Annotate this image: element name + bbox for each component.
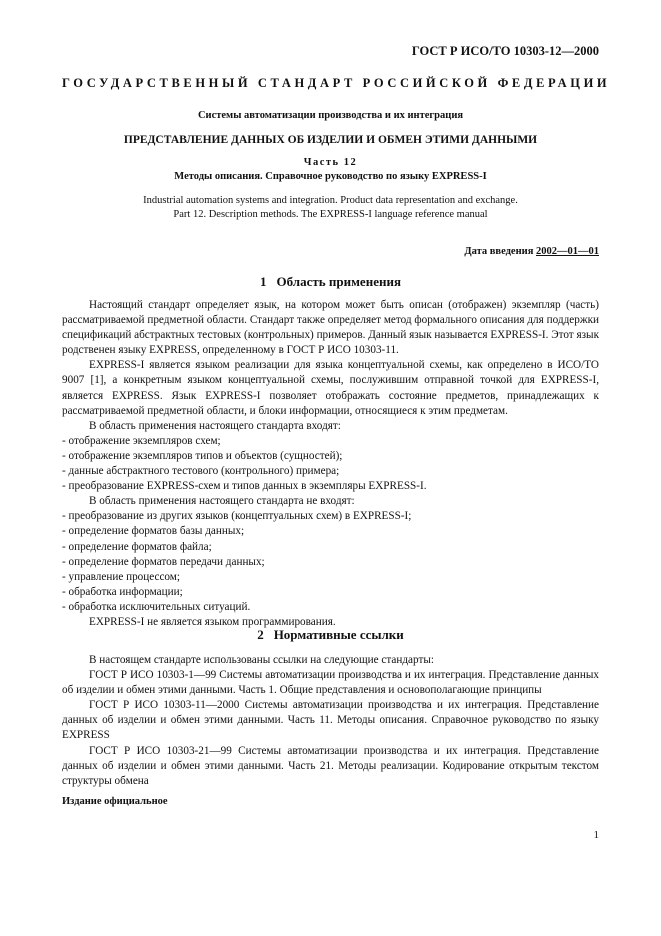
english-title-line-1: Industrial automation systems and integration. Product data representation and exchange. — [143, 195, 518, 206]
reference-item: ГОСТ Р ИСО 10303-11—2000 Системы автоматизации производства и их интеграция. Представление данных об изделии и обмен этими данными. Часть 11. Методы описания. Справочное руководство по языку EXPRESS — [62, 699, 599, 742]
document-code: ГОСТ Р ИСО/ТО 10303-12—2000 — [411, 44, 599, 58]
introduction-date-label: Дата введения — [464, 246, 534, 257]
edition-label: Издание официальное — [62, 796, 168, 807]
list-item: - обработка информации; — [62, 585, 183, 598]
paragraph: EXPRESS-I не является языком программирования. — [89, 615, 336, 628]
main-title: ПРЕДСТАВЛЕНИЕ ДАННЫХ ОБ ИЗДЕЛИИ И ОБМЕН ЭТИМИ ДАННЫМИ — [123, 134, 538, 146]
list-item: - данные абстрактного тестового (контрольного) примера; — [62, 465, 340, 478]
paragraph: В область применения настоящего стандарта не входят: — [89, 495, 355, 508]
list-item: - обработка исключительных ситуаций. — [62, 600, 251, 613]
list-item: - отображение экземпляров схем; — [62, 434, 221, 447]
reference-item: ГОСТ Р ИСО 10303-1—99 Системы автоматизации производства и их интеграция. Представление данных об изделии и обмен этими данными. Часть 1. Общие представления и основополагающие принципы — [62, 669, 599, 697]
section-1-body — [62, 298, 599, 630]
introduction-date — [464, 246, 599, 257]
section-1-heading — [62, 274, 599, 290]
paragraph: В область применения настоящего стандарта входят: — [89, 419, 341, 432]
section-2-number: 2 — [257, 627, 264, 642]
list-item: - определение форматов передачи данных; — [62, 555, 265, 568]
systems-title: Системы автоматизации производства и их интеграция — [197, 110, 464, 121]
english-title-line-2: Part 12. Description methods. The EXPRESS-I language reference manual — [173, 209, 488, 220]
paragraph: EXPRESS-I является языком реализации для языка концептуальной схемы, как определено в ИСО/ТО 9007 [1], а конкретным языком концептуальной схемы, послужившим отправной точкой для EXPRESS-I, является EXPRESS. Язык EXPRESS-I позволяет отображать состояние предметов, принадлежащих к рассматриваемой предметной области, и блоки информации, относящиеся к этим предметам. — [62, 359, 599, 417]
list-item: - преобразование из других языков (концептуальных схем) в EXPRESS-I; — [62, 510, 412, 523]
part-number: Часть 12 — [303, 157, 358, 168]
list-item: - управление процессом; — [62, 570, 180, 583]
list-item: - определение форматов базы данных; — [62, 525, 245, 538]
state-standard-title: ГОСУДАРСТВЕННЫЙ СТАНДАРТ РОССИЙСКОЙ ФЕДЕРАЦИИ — [62, 76, 611, 90]
reference-item: ГОСТ Р ИСО 10303-21—99 Системы автоматизации производства и их интеграция. Представление данных об изделии и обмен этими данными. Часть 21. Методы реализации. Кодирование открытым текстом структуры обмена — [62, 744, 599, 787]
section-2-body — [62, 653, 599, 789]
list-item: - отображение экземпляров типов и объектов (сущностей); — [62, 449, 343, 462]
paragraph: Настоящий стандарт определяет язык, на котором может быть описан (отображен) экземпляр (часть) рассматриваемой предметной области. Стандарт также определяет метод формального описания для поддержки спецификаций абстрактных тестовых (контрольных) примеров. Данный язык называется EXPRESS-I. Этот язык родственен языку EXPRESS, определенному в ГОСТ Р ИСО 10303-11. — [62, 299, 600, 357]
page-number: 1 — [593, 829, 599, 841]
part-subtitle: Методы описания. Справочное руководство по языку EXPRESS-I — [174, 171, 487, 182]
list-item: - преобразование EXPRESS-схем и типов данных в экземпляры EXPRESS-I. — [62, 480, 427, 493]
list-item: - определение форматов файла; — [62, 540, 212, 553]
paragraph: В настоящем стандарте использованы ссылки на следующие стандарты: — [89, 654, 434, 666]
section-1-title: Область применения — [276, 274, 401, 289]
section-2-heading — [62, 627, 599, 643]
introduction-date-value: 2002—01—01 — [536, 246, 599, 257]
section-2-title: Нормативные ссылки — [273, 627, 404, 642]
section-1-number: 1 — [260, 274, 267, 289]
